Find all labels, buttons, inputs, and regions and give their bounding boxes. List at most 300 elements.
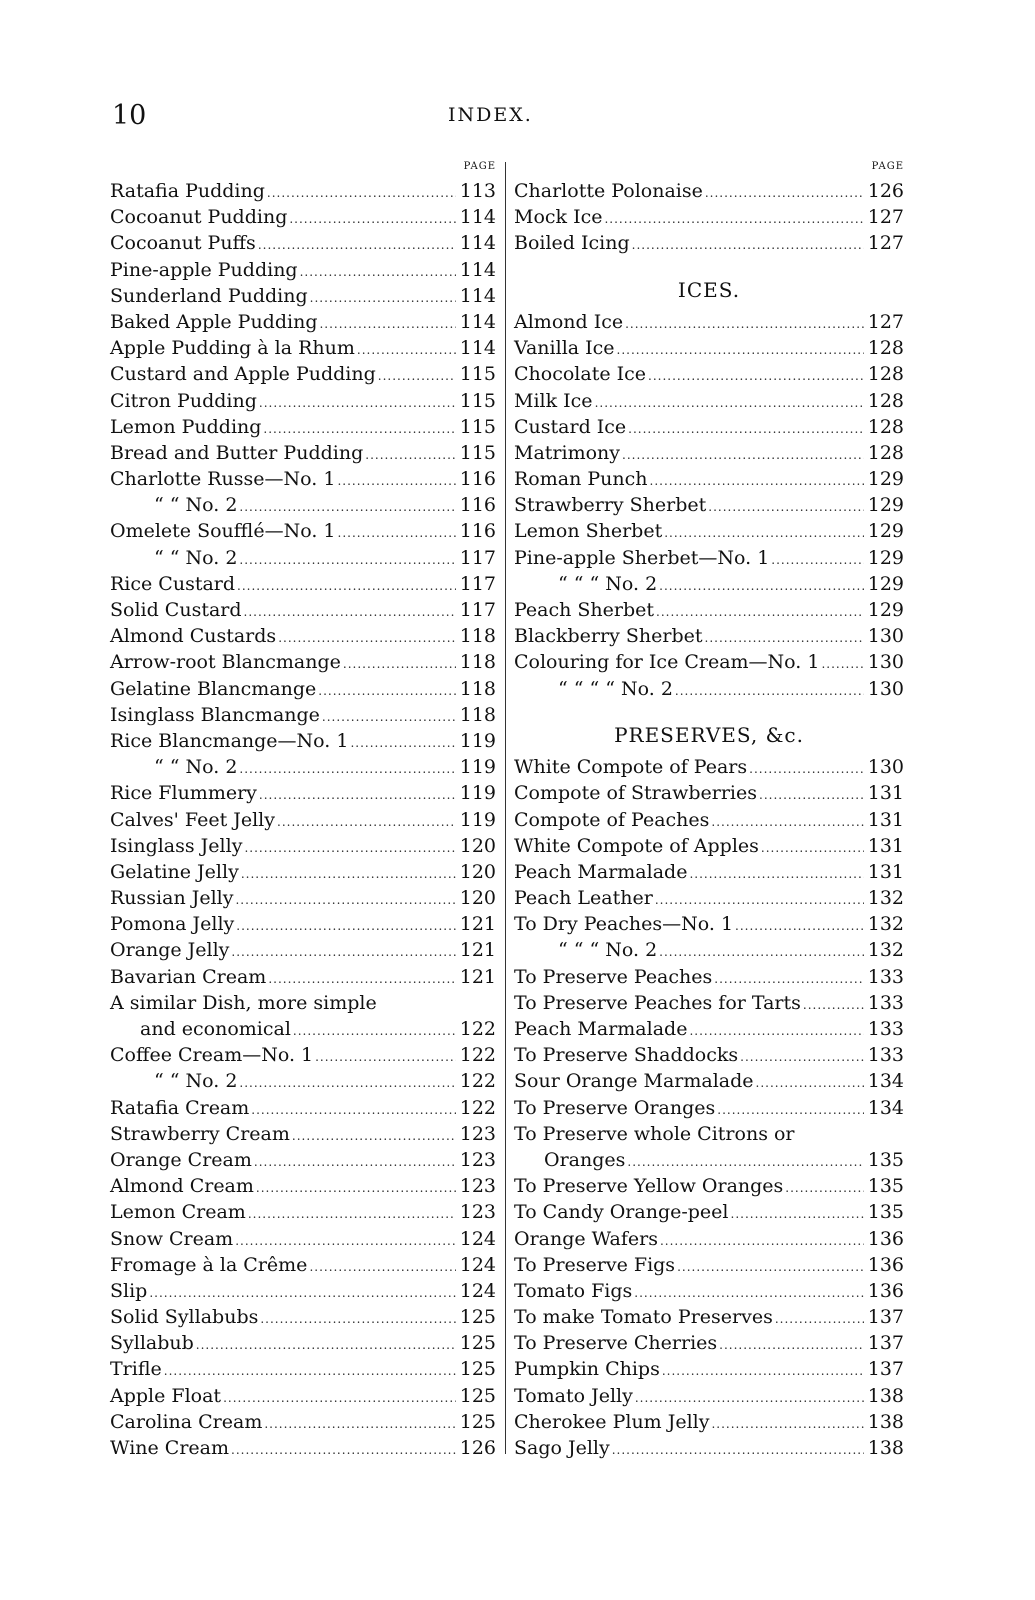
entry-page-number: 115 [459,415,496,438]
leader-dots [735,913,864,939]
entry-title: Lemon Cream [110,1201,246,1224]
index-entry [514,885,904,911]
leader-dots [664,520,864,546]
page-number: 10 [112,100,147,131]
index-entry [514,545,904,571]
leader-dots [705,625,865,651]
entry-title: Pine-apple Pudding [110,258,298,281]
entry-title: Citron Pudding [110,389,257,412]
leader-dots [315,1044,456,1070]
entry-title: “ “ No. 2 [154,756,238,779]
entry-title: Bavarian Cream [110,965,267,988]
entry-page-number: 124 [459,1227,496,1250]
entry-title: Lemon Pudding [110,415,262,438]
entry-title: “ “ No. 2 [154,546,238,569]
index-entry [514,388,904,414]
index-entry [110,964,496,990]
leader-dots [235,887,456,913]
index-entry [514,1304,904,1330]
entry-page-number: 121 [459,939,496,962]
entry-title: Ratafia Pudding [110,180,265,202]
entry-page-number: 137 [867,1306,904,1329]
index-entry [514,518,904,544]
entry-page-number: 129 [867,572,904,595]
entry-page-number: 125 [459,1410,496,1433]
left-page-column-label: PAGE [463,161,496,172]
index-entry [110,204,496,230]
leader-dots [310,285,456,311]
index-entry [514,335,904,361]
index-entry [110,492,496,518]
entry-title: “ “ “ No. 2 [558,939,658,962]
index-entry [110,754,496,780]
entry-title: “ “ “ No. 2 [558,572,658,595]
entry-title: Arrow-root Blancmange [110,651,341,674]
entry-page-number: 138 [867,1384,904,1407]
leader-dots [660,1228,864,1254]
leader-dots [196,1332,456,1358]
index-entry [110,990,496,1016]
entry-page-number: 124 [459,1253,496,1276]
leader-dots [595,390,864,416]
entry-title: To Candy Orange-peel [514,1201,729,1224]
entry-page-number: 119 [459,782,496,805]
entry-title: Syllabub [110,1332,194,1355]
entry-page-number: 133 [867,1044,904,1067]
entry-page-number: 117 [459,599,496,621]
entry-page-number: 134 [867,1070,904,1093]
leader-dots [263,416,456,442]
leader-dots [662,1358,864,1384]
entry-title: and economical [140,1018,291,1040]
index-entry [514,1095,904,1121]
leader-dots [251,1097,456,1123]
leader-dots [689,861,864,887]
entry-page-number: 117 [459,546,496,569]
index-entry [514,414,904,440]
entry-title: Cherokee Plum Jelly [514,1410,710,1433]
entry-title: Pomona Jelly [110,913,235,936]
entry-page-number: 129 [867,494,904,517]
entry-title: Rice Flummery [110,782,257,805]
entry-page-number: 120 [459,834,496,857]
index-entry [514,754,904,780]
leader-dots [708,494,864,520]
entry-title: Baked Apple Pudding [110,310,318,333]
leader-dots [264,1411,456,1437]
entry-page-number: 130 [867,625,904,648]
entry-page-number: 137 [867,1332,904,1355]
entry-title: Carolina Cream [110,1410,263,1433]
entry-page-number: 128 [867,337,904,360]
entry-page-number: 129 [867,599,904,622]
leader-dots [635,1385,864,1411]
index-entry [514,361,904,387]
leader-dots [759,782,864,808]
index-entry [514,1147,904,1173]
entry-title: Custard Ice [514,415,627,438]
section-heading-preserves: PRESERVES, &c. [614,722,804,747]
entry-title: To Preserve Peaches for Tarts [514,991,801,1014]
index-entry [110,911,496,937]
entry-page-number: 132 [867,939,904,962]
index-entry [110,1016,496,1042]
entry-page-number: 120 [459,860,496,883]
entry-title: White Compote of Pears [514,756,748,779]
entry-page-number: 131 [867,808,904,831]
leader-dots [239,494,456,520]
entry-page-number: 137 [867,1358,904,1381]
entry-page-number: 121 [459,965,496,988]
index-entry [110,649,496,675]
index-entry [110,1252,496,1278]
entry-page-number: 118 [459,677,496,700]
entry-title: Slip [110,1279,148,1302]
entry-page-number: 128 [867,389,904,412]
leader-dots [293,1018,456,1044]
entry-title: Cocoanut Pudding [110,206,288,229]
leader-dots [656,599,864,625]
leader-dots [300,259,456,285]
leader-dots [689,1018,864,1044]
leader-dots [350,730,456,756]
leader-dots [239,756,456,782]
right-page-column-label: PAGE [871,161,904,172]
entry-page-number: 118 [459,703,496,726]
index-entry [514,1356,904,1382]
entry-title: Almond Cream [110,1175,254,1198]
entry-page-number: 131 [867,834,904,857]
entry-page-number: 130 [867,756,904,779]
index-entry [514,230,904,256]
entry-title: Chocolate Ice [514,363,647,386]
entry-title: Blackberry Sherbet [514,625,703,648]
index-entry [514,780,904,806]
entry-title: Cocoanut Puffs [110,232,256,255]
leader-dots [632,232,864,258]
entry-page-number: 121 [459,913,496,936]
index-entry [110,676,496,702]
entry-page-number: 115 [459,363,496,386]
entry-page-number: 113 [459,180,496,202]
entry-title: Sago Jelly [514,1437,610,1460]
index-entry [514,1278,904,1304]
entry-page-number: 125 [459,1358,496,1381]
index-entry [110,807,496,833]
leader-dots [256,1175,456,1201]
leader-dots [164,1358,456,1384]
index-entry [110,1435,496,1461]
entry-title: Solid Syllabubs [110,1306,259,1329]
leader-dots [655,887,864,913]
index-entry [514,911,904,937]
leader-dots [785,1175,864,1201]
entry-title: Omelete Soufflé—No. 1 [110,520,336,543]
entry-title: To Preserve Shaddocks [514,1044,739,1067]
entry-page-number: 126 [867,180,904,202]
leader-dots [289,206,456,232]
entry-title: Oranges [544,1148,626,1171]
index-entry [110,833,496,859]
entry-title: To Preserve whole Citrons or [514,1122,795,1145]
entry-page-number: 127 [867,206,904,229]
index-entry [110,571,496,597]
entry-page-number: 114 [459,310,496,333]
leader-dots [254,1149,456,1175]
entry-page-number: 123 [459,1175,496,1198]
entry-page-number: 133 [867,991,904,1014]
index-entry [110,309,496,335]
index-entry [110,1330,496,1356]
leader-dots [237,573,456,599]
leader-dots [731,1201,865,1227]
entry-title: Almond Custards [110,625,277,648]
index-entry [514,1199,904,1225]
leader-dots [711,809,864,835]
entry-page-number: 136 [867,1227,904,1250]
entry-page-number: 122 [459,1070,496,1093]
index-entry [514,492,904,518]
leader-dots [659,573,864,599]
entry-title: Solid Custard [110,599,242,621]
leader-dots [740,1044,864,1070]
entry-title: Strawberry Sherbet [514,494,707,517]
leader-dots [357,337,456,363]
leader-dots [771,547,864,573]
entry-title: Compote of Strawberries [514,782,757,805]
leader-dots [612,1437,864,1463]
index-entry [514,1330,904,1356]
index-entry [514,1068,904,1094]
entry-page-number: 127 [867,232,904,255]
index-entry [110,885,496,911]
leader-dots [617,337,864,363]
leader-dots [677,1254,864,1280]
entry-page-number: 128 [867,415,904,438]
leader-dots [260,1306,456,1332]
leader-dots [338,520,457,546]
leader-dots [277,809,456,835]
entry-title: Mock Ice [514,206,603,229]
right-index-column [514,178,904,1461]
entry-title: Almond Ice [514,310,624,333]
entry-title: Gelatine Blancmange [110,677,317,700]
entry-page-number: 119 [459,729,496,752]
entry-page-number: 136 [867,1253,904,1276]
entry-page-number: 138 [867,1437,904,1460]
entry-title: Orange Cream [110,1148,252,1171]
entry-title: Peach Marmalade [514,860,688,883]
index-entry [514,466,904,492]
entry-page-number: 130 [867,677,904,700]
entry-title: Matrimony [514,441,621,464]
entry-page-number: 125 [459,1384,496,1407]
leader-dots [239,1070,456,1096]
left-index-column [110,178,496,1461]
index-entry [110,545,496,571]
index-entry [110,361,496,387]
entry-page-number: 136 [867,1279,904,1302]
entry-title: To Preserve Yellow Oranges [514,1175,784,1198]
entry-page-number: 132 [867,913,904,936]
entry-title: To Dry Peaches—No. 1 [514,913,734,936]
entry-page-number: 123 [459,1122,496,1145]
index-entry [110,937,496,963]
entry-page-number: 122 [459,1096,496,1119]
index-entry [110,230,496,256]
index-entry [110,466,496,492]
index-entry [514,1226,904,1252]
entry-page-number: 119 [459,756,496,779]
entry-title: Vanilla Ice [514,337,615,360]
leader-dots [319,311,456,337]
index-entry [514,1042,904,1068]
leader-dots [775,1306,864,1332]
entry-page-number: 134 [867,1096,904,1119]
index-entry [514,990,904,1016]
index-entry [110,780,496,806]
entry-page-number: 138 [867,1410,904,1433]
entry-page-number: 126 [459,1437,496,1459]
entry-page-number: 116 [459,520,496,543]
index-entry [110,1068,496,1094]
index-entry [514,571,904,597]
leader-dots [231,1437,456,1463]
leader-dots [714,966,864,992]
entry-page-number: 133 [867,1018,904,1041]
entry-title: Tomato Jelly [514,1384,633,1407]
index-entry [514,204,904,230]
leader-dots [322,704,456,730]
entry-page-number: 114 [459,284,496,307]
index-entry [514,1409,904,1435]
entry-title: Gelatine Jelly [110,860,239,883]
entry-title: Trifle [110,1358,162,1381]
leader-dots [149,1280,456,1306]
entry-title: To Preserve Figs [514,1253,676,1276]
leader-dots [343,651,456,677]
entry-page-number: 114 [459,206,496,229]
entry-page-number: 135 [867,1175,904,1198]
index-entry [514,1435,904,1461]
index-entry [110,1278,496,1304]
leader-dots [223,1385,456,1411]
leader-dots [292,1123,456,1149]
leader-dots [625,311,864,337]
entry-title: Pine-apple Sherbet—No. 1 [514,546,770,569]
entry-page-number: 129 [867,546,904,569]
leader-dots [821,651,864,677]
leader-dots [268,966,456,992]
index-entry [110,859,496,885]
entry-title: Charlotte Polonaise [514,180,703,202]
entry-page-number: 132 [867,887,904,910]
entry-title: Russian Jelly [110,887,234,910]
index-entry [110,1226,496,1252]
index-entry [110,623,496,649]
index-entry [110,1304,496,1330]
entry-page-number: 123 [459,1201,496,1224]
entry-title: Sour Orange Marmalade [514,1070,754,1093]
leader-dots [278,625,456,651]
leader-dots [622,442,864,468]
entry-page-number: 114 [459,337,496,360]
entry-page-number: 131 [867,782,904,805]
index-entry [110,1042,496,1068]
index-entry [110,597,496,623]
entry-page-number: 119 [459,808,496,831]
entry-page-number: 120 [459,887,496,910]
leader-dots [756,1070,864,1096]
leader-dots [675,678,864,704]
index-entry [110,283,496,309]
entry-title: A similar Dish, more simple [110,991,377,1014]
entry-page-number: 115 [459,441,496,464]
index-entry [110,1199,496,1225]
entry-title: Isinglass Jelly [110,834,243,857]
entry-title: Snow Cream [110,1227,234,1250]
entry-page-number: 129 [867,468,904,491]
index-entry [110,178,496,204]
index-entry [110,728,496,754]
leader-dots [634,1280,864,1306]
index-entry [110,1383,496,1409]
entry-title: Wine Cream [110,1437,230,1459]
index-entry [514,1016,904,1042]
leader-dots [604,206,864,232]
entry-title: Rice Custard [110,572,236,595]
index-entry [514,1383,904,1409]
index-entry [110,257,496,283]
leader-dots [244,599,456,625]
leader-dots [235,1228,456,1254]
entry-title: To Preserve Peaches [514,965,713,988]
leader-dots [244,835,456,861]
entry-page-number: 133 [867,965,904,988]
entry-title: Apple Pudding à la Rhum [110,337,355,360]
entry-title: Isinglass Blancmange [110,703,320,726]
index-entry [514,676,904,702]
index-entry [110,518,496,544]
entry-page-number: 128 [867,441,904,464]
entry-title: Tomato Figs [514,1279,633,1302]
leader-dots [803,992,864,1018]
index-entry [514,1121,904,1147]
entry-title: Peach Marmalade [514,1018,688,1041]
entry-page-number: 135 [867,1201,904,1224]
entry-title: Strawberry Cream [110,1122,290,1145]
running-head: INDEX. [448,104,533,126]
leader-dots [259,390,456,416]
entry-page-number: 124 [459,1279,496,1302]
entry-title: Orange Jelly [110,939,230,962]
entry-title: Compote of Peaches [514,808,710,831]
leader-dots [761,835,864,861]
leader-dots [309,1254,456,1280]
index-entry [110,414,496,440]
entry-page-number: 118 [459,651,496,674]
entry-title: Fromage à la Crême [110,1253,308,1276]
index-entry [110,1356,496,1382]
entry-title: Calves' Feet Jelly [110,808,275,831]
leader-dots [248,1201,456,1227]
entry-page-number: 125 [459,1332,496,1355]
entry-page-number: 114 [459,258,496,281]
entry-title: Bread and Butter Pudding [110,441,364,464]
leader-dots [627,1149,864,1175]
entry-page-number: 115 [459,389,496,412]
entry-title: Charlotte Russe—No. 1 [110,468,336,491]
